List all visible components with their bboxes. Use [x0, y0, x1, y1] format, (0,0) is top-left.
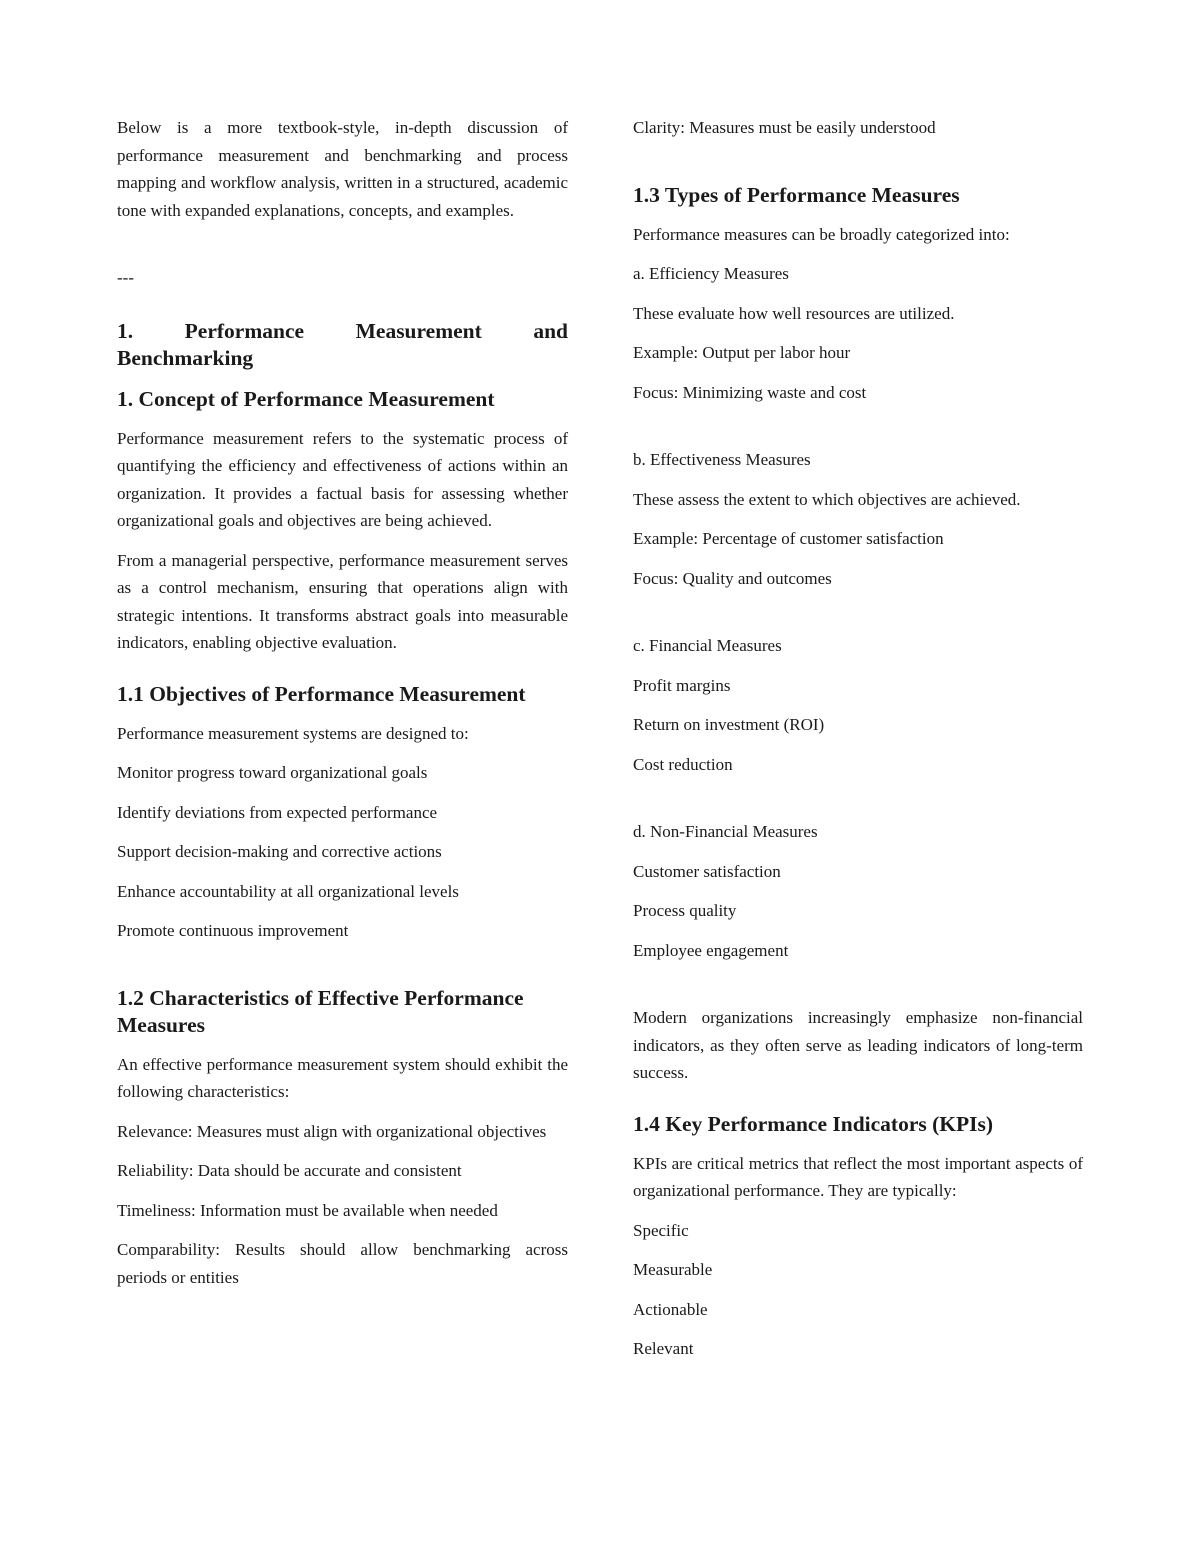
kpi-intro: KPIs are critical metrics that reflect the most important aspects of organizational performance. They are typically: [633, 1153, 1083, 1200]
left-column [117, 114, 568, 1303]
types-intro: Performance measures can be broadly categorized into: [633, 224, 1010, 244]
characteristics-intro: An effective performance measurement system should exhibit the following characteristics: [117, 1054, 568, 1101]
objectives-heading: 1.1 Objectives of Performance Measurement [117, 681, 526, 706]
concept-paragraph-1: Performance measurement refers to the systematic process of quantifying the efficiency and effectiveness of actions within an organization. It provides a factual basis for assessing whether organizational goals and objectives are being achieved. [117, 428, 568, 530]
effectiveness-title: b. Effectiveness Measures [633, 450, 811, 469]
kpi-item: Actionable [633, 1299, 708, 1319]
types-heading: 1.3 Types of Performance Measures [633, 182, 960, 207]
concept-heading: 1. Concept of Performance Measurement [117, 386, 495, 411]
main-heading-line1: 1. Performance Measurement and [117, 318, 568, 343]
characteristic-item: Reliability: Data should be accurate and consistent [117, 1161, 462, 1180]
kpi-heading: 1.4 Key Performance Indicators (KPIs) [633, 1111, 994, 1136]
financial-item: Cost reduction [633, 754, 733, 774]
financial-item: Profit margins [633, 675, 731, 695]
financial-title: c. Financial Measures [633, 636, 782, 655]
efficiency-desc: These evaluate how well resources are utilized. [633, 303, 955, 323]
non-financial-item: Process quality [633, 901, 737, 920]
efficiency-example: Example: Output per labor hour [633, 343, 851, 362]
effectiveness-desc: These assess the extent to which objectives are achieved. [633, 489, 1021, 509]
intro-paragraph: Below is a more textbook-style, in-depth discussion of performance measurement and benchmarking and process mapping and workflow analysis, written in a structured, academic tone with expanded explanations, concepts, and examples. [117, 118, 568, 220]
kpi-item: Measurable [633, 1260, 713, 1279]
characteristic-item: Comparability: Results should allow benchmarking across periods or entities [117, 1240, 568, 1287]
effectiveness-focus: Focus: Quality and outcomes [633, 568, 832, 588]
concept-paragraph-2: From a managerial perspective, performance measurement serves as a control mechanism, ensuring that operations align with strategic intentions. It transforms abstract goals into measurable indicators, enabling objective evaluation. [117, 550, 568, 652]
characteristic-item: Relevance: Measures must align with organizational objectives [117, 1121, 547, 1141]
objective-item: Promote continuous improvement [117, 921, 349, 940]
non-financial-title: d. Non-Financial Measures [633, 822, 818, 841]
modern-paragraph: Modern organizations increasingly emphasize non-financial indicators, as they often serve as leading indicators of long-term success. [633, 1008, 1083, 1082]
characteristic-item: Timeliness: Information must be available when needed [117, 1200, 498, 1220]
main-heading [117, 318, 568, 372]
efficiency-focus: Focus: Minimizing waste and cost [633, 382, 867, 402]
objective-item: Identify deviations from expected performance [117, 802, 438, 822]
kpi-item: Specific [633, 1220, 689, 1240]
objectives-intro: Performance measurement systems are designed to: [117, 723, 469, 743]
objective-item: Monitor progress toward organizational goals [117, 763, 428, 782]
objective-item: Support decision-making and corrective actions [117, 842, 442, 861]
separator: --- [117, 268, 134, 287]
efficiency-title: a. Efficiency Measures [633, 264, 789, 283]
kpi-item: Relevant [633, 1339, 694, 1358]
non-financial-item: Customer satisfaction [633, 861, 781, 881]
right-column [633, 114, 1083, 1375]
effectiveness-example: Example: Percentage of customer satisfaction [633, 529, 944, 548]
non-financial-item: Employee engagement [633, 940, 789, 960]
objective-item: Enhance accountability at all organizational levels [117, 881, 459, 901]
characteristics-heading: 1.2 Characteristics of Effective Performance Measures [117, 985, 524, 1037]
financial-item: Return on investment (ROI) [633, 715, 825, 734]
clarity-item: Clarity: Measures must be easily understood [633, 118, 936, 137]
main-heading-line2: Benchmarking [117, 345, 254, 370]
